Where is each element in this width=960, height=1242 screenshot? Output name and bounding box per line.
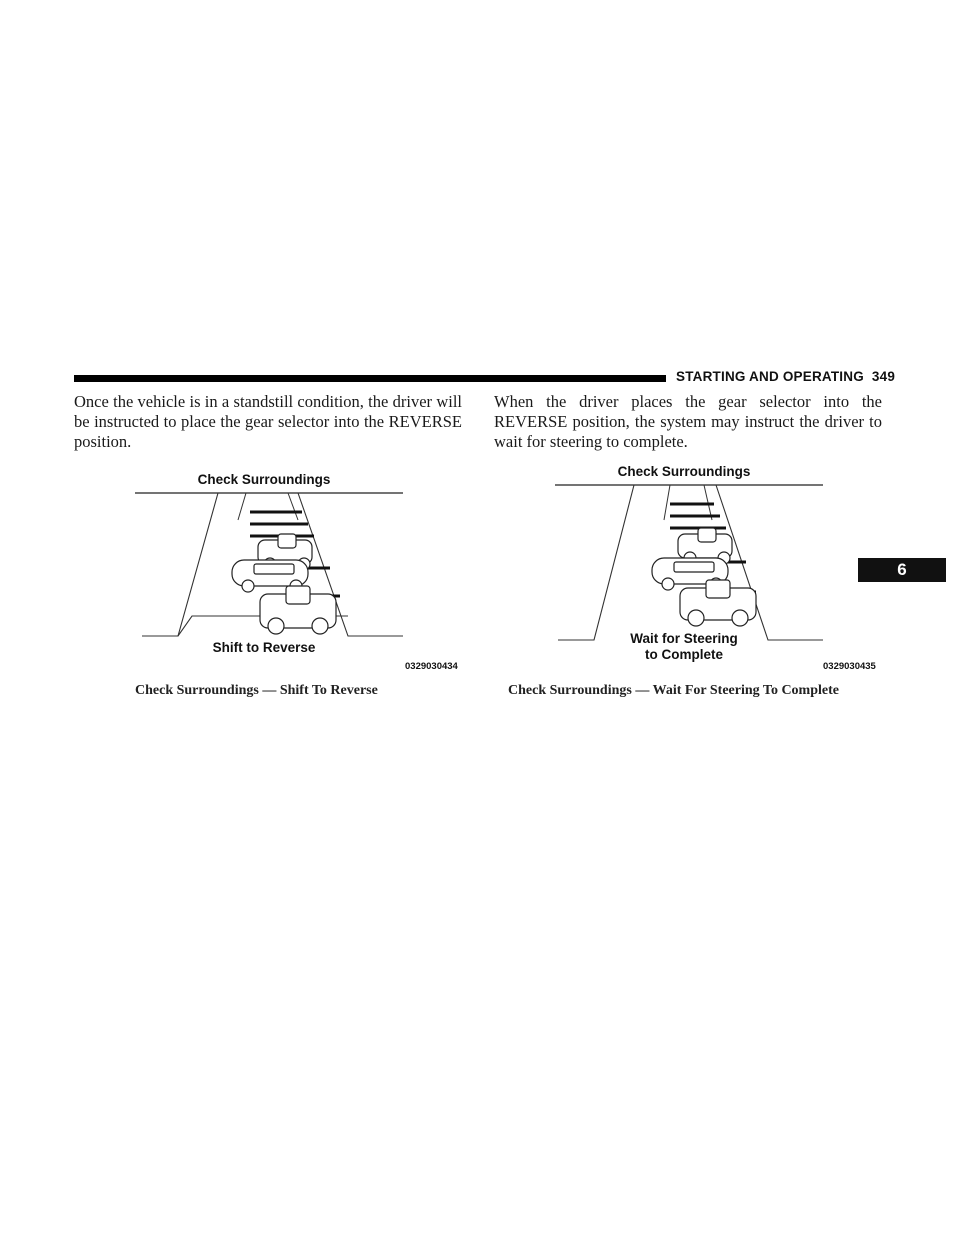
chapter-tab: 6 — [858, 558, 946, 582]
running-header — [676, 369, 895, 384]
figure-caption: Check Surroundings — Shift To Reverse — [135, 683, 378, 698]
header-rule — [74, 375, 666, 382]
figure-bottom-label: Shift to Reverse — [212, 640, 316, 655]
section-title: STARTING AND OPERATING — [676, 369, 864, 384]
figure-caption: Check Surroundings — Wait For Steering To Complete — [508, 683, 839, 698]
figure-bottom-label-line2: to Complete — [644, 647, 724, 662]
figure-wait-for-steering — [550, 460, 830, 665]
figure-code: 0329030435 — [823, 661, 876, 672]
figure-top-label: Check Surroundings — [617, 464, 751, 479]
figure-shift-to-reverse — [130, 460, 410, 660]
figure-top-label: Check Surroundings — [197, 472, 331, 487]
figure-code: 0329030434 — [405, 661, 458, 672]
right-paragraph: When the driver places the gear selector into the REVERSE position, the system may instruct the driver to wait for steering to complete. — [494, 392, 882, 451]
left-paragraph: Once the vehicle is in a standstill condition, the driver will be instructed to place the gear selector into the REVERSE position. — [74, 392, 462, 451]
figure-bottom-label-line1: Wait for Steering — [630, 631, 738, 646]
page-number: 349 — [871, 369, 896, 384]
